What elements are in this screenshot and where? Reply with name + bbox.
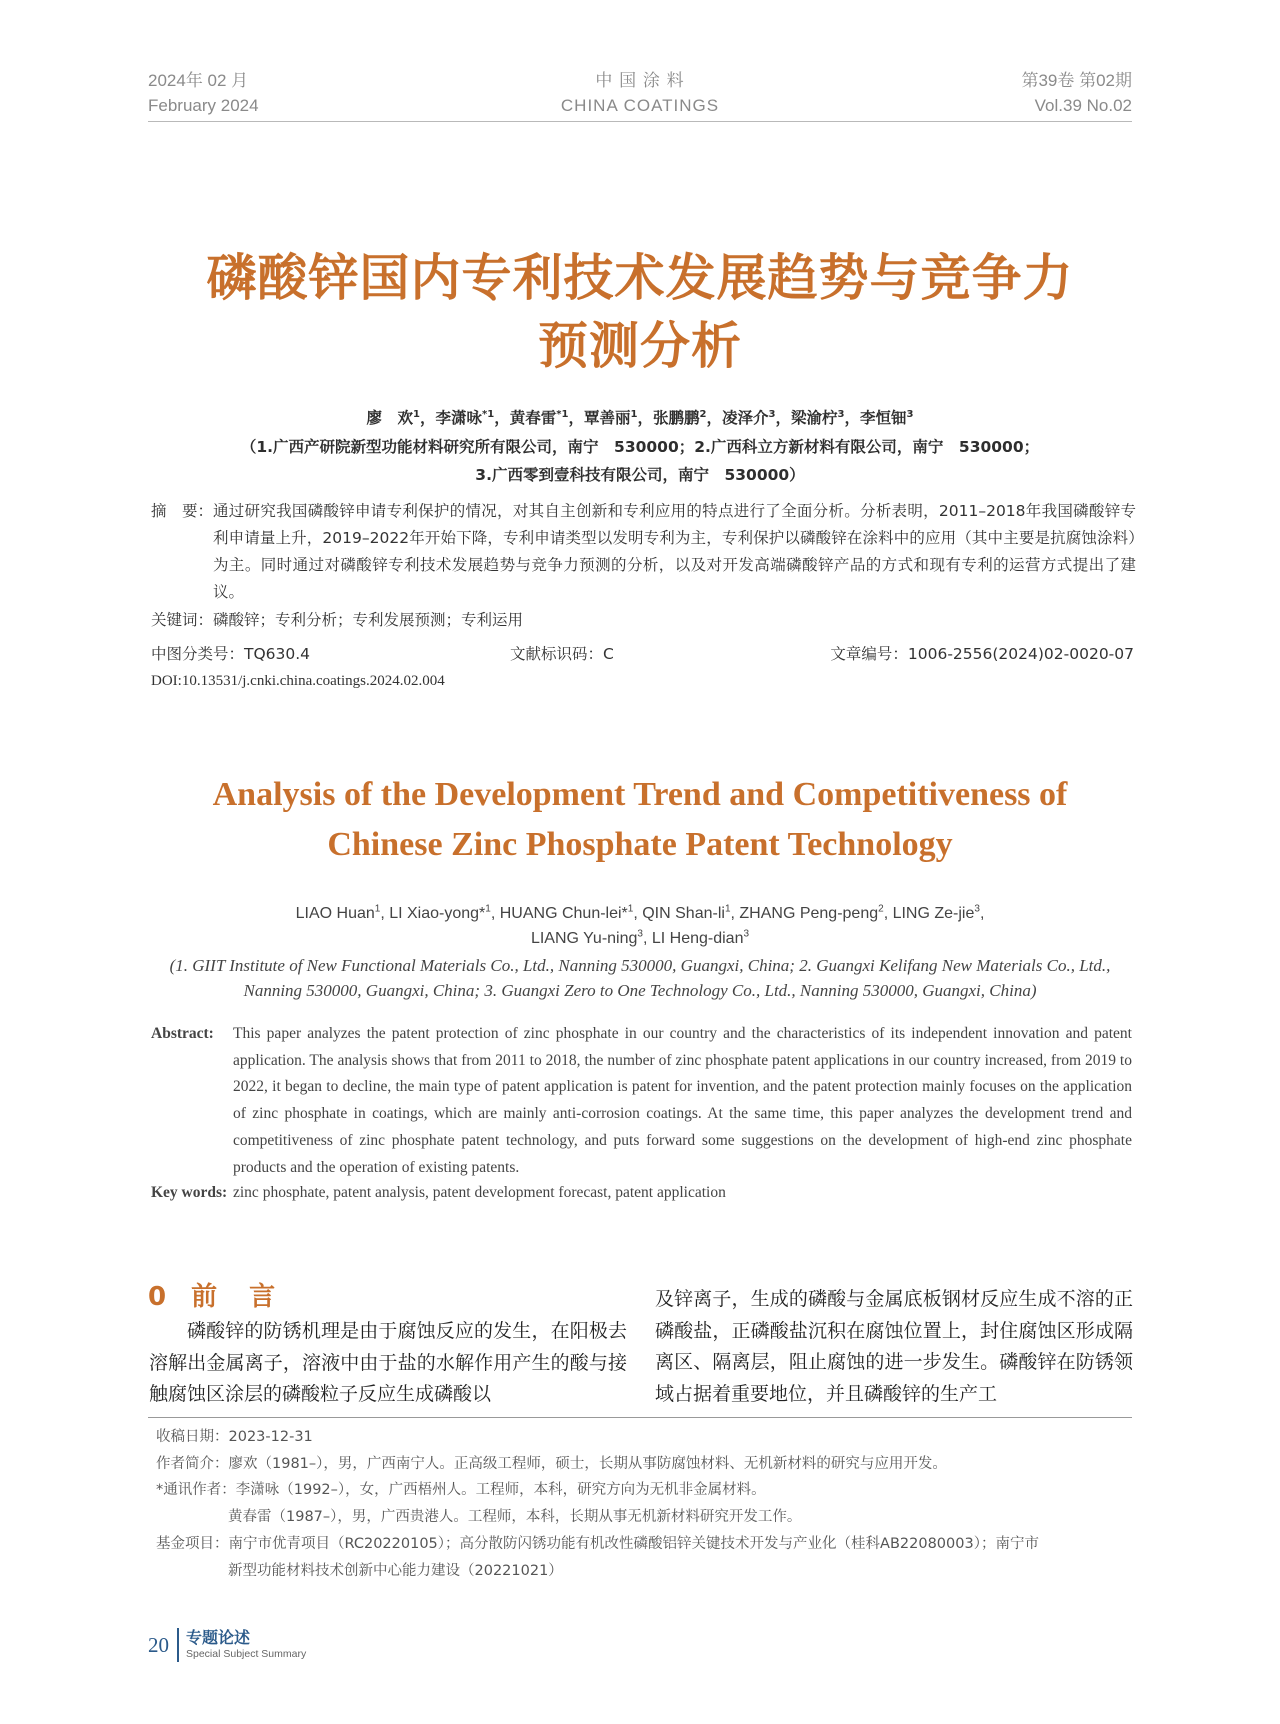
author-cn-affiliation-mark: 3 [837,408,845,420]
author-en: LIAO Huan [295,905,375,922]
author-en: ZHANG Peng-peng [739,905,879,922]
authors-en: LIAO Huan$^1$, LI Xiao-yong*$^1$, HUANG Chun-lei*$^1$, QIN Shan-$li^1$, ZHANG Peng-peng$^2$, LING Ze-jie$^3$, LIANG Yu-ning$^3$, LI Heng-dian$^3$ [295,903,985,947]
body-column-right: 及锌离子，生成的磷酸与金属底板钢材反应生成不溶的正磷酸盐，正磷酸盐沉积在腐蚀位置上，封住腐蚀区形成隔离区、隔离层，阻止腐蚀的进一步发生。磷酸锌在防锈领域占据着重要地位，并且磷酸锌的生产工 [655,1288,1133,1405]
issue-date-cn: 2024年 02 月 [148,71,249,90]
section-number: 0 [148,1282,170,1312]
author-en: LIANG Yu-ning [530,930,638,947]
journal-name-en: CHINA COATINGS [560,96,720,115]
doi[interactable]: DOI:10.13531/j.cnki.china.coatings.2024.02.004 [151,673,445,689]
abstract-en-label: Abstract: [151,1025,214,1042]
received-date: 收稿日期：2023-12-31 [156,1429,313,1445]
author-en-affiliation-mark: 1 [724,903,731,915]
abstract-cn [151,498,1136,606]
author-cn-affiliation-mark: *1 [556,408,569,420]
footer-section-en: Special Subject Summary [186,1648,307,1660]
author-en: QIN Shan-li [642,905,725,922]
author-cn-affiliation-mark: 1 [630,408,638,420]
author-en-affiliation-mark: 2 [878,903,884,915]
affiliations-en: (1. GIIT Institute of New Functional Materials Co., Ltd., Nanning 530000, Guangxi, China; 2. Guangxi Kelifang New Materials Co., Ltd., Nanning 530000, Guangxi, China; 3. Guangxi Zero to One Technology Co., Ltd., Nanning 530000, Guangxi, China) [169,956,1111,1000]
author-en: LING Ze-jie [892,905,975,922]
author-en: HUANG Chun-lei* [499,905,628,922]
author-bio: 作者简介：廖欢（1981–），男，广西南宁人。正高级工程师，硕士，长期从事防腐蚀材料、无机新材料的研究与应用开发。 [156,1455,947,1472]
title-en-line2: Chinese Zinc Phosphate Patent Technology [327,826,953,863]
affiliations-cn [148,433,1132,489]
clc-number: 中图分类号：TQ630.4 [151,645,311,663]
author-cn-affiliation-mark: 2 [699,408,707,420]
footer-section-cn: 专题论述 [186,1628,251,1647]
journal-name-cn: 中 国 涂 料 [595,71,685,90]
title-cn-line2: 预测分析 [538,317,742,375]
affiliation-cn-line1: （1.广西产研院新型功能材料研究所有限公司，南宁 530000；2.广西科立方新材料有限公司，南宁 530000； [240,438,1040,456]
section-heading-introduction [148,1276,278,1313]
abstract-cn-text: 通过研究我国磷酸锌申请专利保护的情况，对其自主创新和专利应用的特点进行了全面分析。分析表明，2011–2018年我国磷酸锌专利申请量上升，2019–2022年开始下降，专利申请类型以发明专利为主，专利保护以磷酸锌在涂料中的应用（其中主要是抗腐蚀涂料）为主。同时通过对磷酸锌专利技术发展趋势与竞争力预测的分析，以及对开发高端磷酸锌产品的方式和现有专利的运营方式提出了建议。 [213,502,1136,601]
body-column-left: 磷酸锌的防锈机理是由于腐蚀反应的发生，在阳极去溶解出金属离子，溶液中由于盐的水解作用产生的酸与接触腐蚀区涂层的磷酸粒子反应生成磷酸以 [149,1320,627,1405]
journal-name [148,68,1132,118]
author-en-affiliation-mark: 1 [374,903,381,915]
author-cn: 廖 欢 [366,409,414,427]
section-title: 前 言 [191,1282,279,1312]
title-en [100,770,1180,870]
title-cn [100,244,1180,380]
funding-line1: 基金项目：南宁市优青项目（RC20220105）；高分散防闪锈功能有机改性磷酸铝锌关键技术开发与产业化（桂科AB22080003）；南宁市 [156,1535,1039,1552]
title-cn-line1: 磷酸锌国内专利技术发展趋势与竞争力 [206,249,1074,307]
corresponding-author-1: *通讯作者：李潇咏（1992–），女，广西梧州人。工程师，本科，研究方向为无机非金属材料。 [156,1482,766,1499]
author-en-affiliation-mark: 3 [743,928,750,940]
author-cn-affiliation-mark: 3 [906,408,914,420]
running-header [148,68,1132,118]
volume-info [1021,68,1132,118]
article-number: 文章编号：1006-2556(2024)02-0020-07 [830,645,1134,663]
author-en: LI Heng-dian [651,930,744,947]
author-cn-affiliation-mark: *1 [482,408,495,420]
footnote-divider [148,1417,1132,1418]
author-cn-affiliation-mark: 1 [413,408,421,420]
volume-cn: 第39卷 第02期 [1021,71,1132,90]
affiliation-cn-line2: 3.广西零到壹科技有限公司，南宁 530000） [475,466,805,484]
author-en-affiliation-mark: 1 [627,903,634,915]
keywords-cn: 关键词：磷酸锌；专利分析；专利发展预测；专利运用 [151,611,524,629]
document-code: 文献标识码：C [510,645,614,663]
author-cn: 黄春雷 [509,409,557,427]
author-en-affiliation-mark: 3 [637,928,643,940]
footnotes [156,1424,1132,1584]
header-divider [148,121,1132,122]
page-number: 20 [148,1633,169,1657]
abstract-en [151,1021,1132,1181]
keywords-en-label: Key words: [151,1184,228,1201]
author-cn: 李潇咏 [435,409,483,427]
abstract-cn-label: 摘 要： [151,502,214,520]
author-cn: 覃善丽 [583,409,631,427]
keywords-en-text: zinc phosphate, patent analysis, patent development forecast, patent application [233,1184,726,1201]
author-en-affiliation-mark: 3 [974,903,980,915]
funding-line2: 新型功能材料技术创新中心能力建设（20221021） [228,1562,563,1579]
abstract-en-text: This paper analyzes the patent protection of zinc phosphate in our country and the characteristics of its independent innovation and patent application. The analysis shows that from 2011 to 2018, the number of zinc phosphate patent applications in our country increased, from 2019 to 2022, it began to decline, the main type of patent application is patent for invention, and the patent protection mainly focuses on the application of zinc phosphate in coatings, which are mainly anti-corrosion coatings. At the same time, this paper analyzes the development trend and competitiveness of zinc phosphate patent technology, and puts forward some suggestions on the development of high-end zinc phosphate products and the operation of existing patents. [233,1025,1132,1176]
author-cn: 梁渝柠 [790,409,838,427]
author-en-affiliation-mark: 1 [485,903,491,915]
author-en: LI Xiao-yong* [389,905,486,922]
title-en-line1: Analysis of the Development Trend and Competitiveness of [212,776,1068,813]
author-cn-affiliation-mark: 3 [768,408,776,420]
author-cn: 李恒钿 [859,409,907,427]
authors-cn: 廖 欢$^1$，李潇咏$^{*1}$，黄春雷$^{*1}$，覃善丽$^1$，张鹏鹏$^2$，凌泽介$^3$，梁渝柠$^3$，李恒钿$^3$ [366,408,914,427]
issue-date-en: February 2024 [148,96,259,115]
author-cn: 凌泽介 [721,409,769,427]
volume-en: Vol.39 No.02 [1034,96,1132,115]
keywords-en [151,1184,726,1202]
footer-bar [177,1628,179,1662]
author-cn: 张鹏鹏 [652,409,700,427]
corresponding-author-2: 黄春雷（1987–），男，广西贵港人。工程师，本科，长期从事无机新材料研究开发工作。 [228,1509,802,1526]
